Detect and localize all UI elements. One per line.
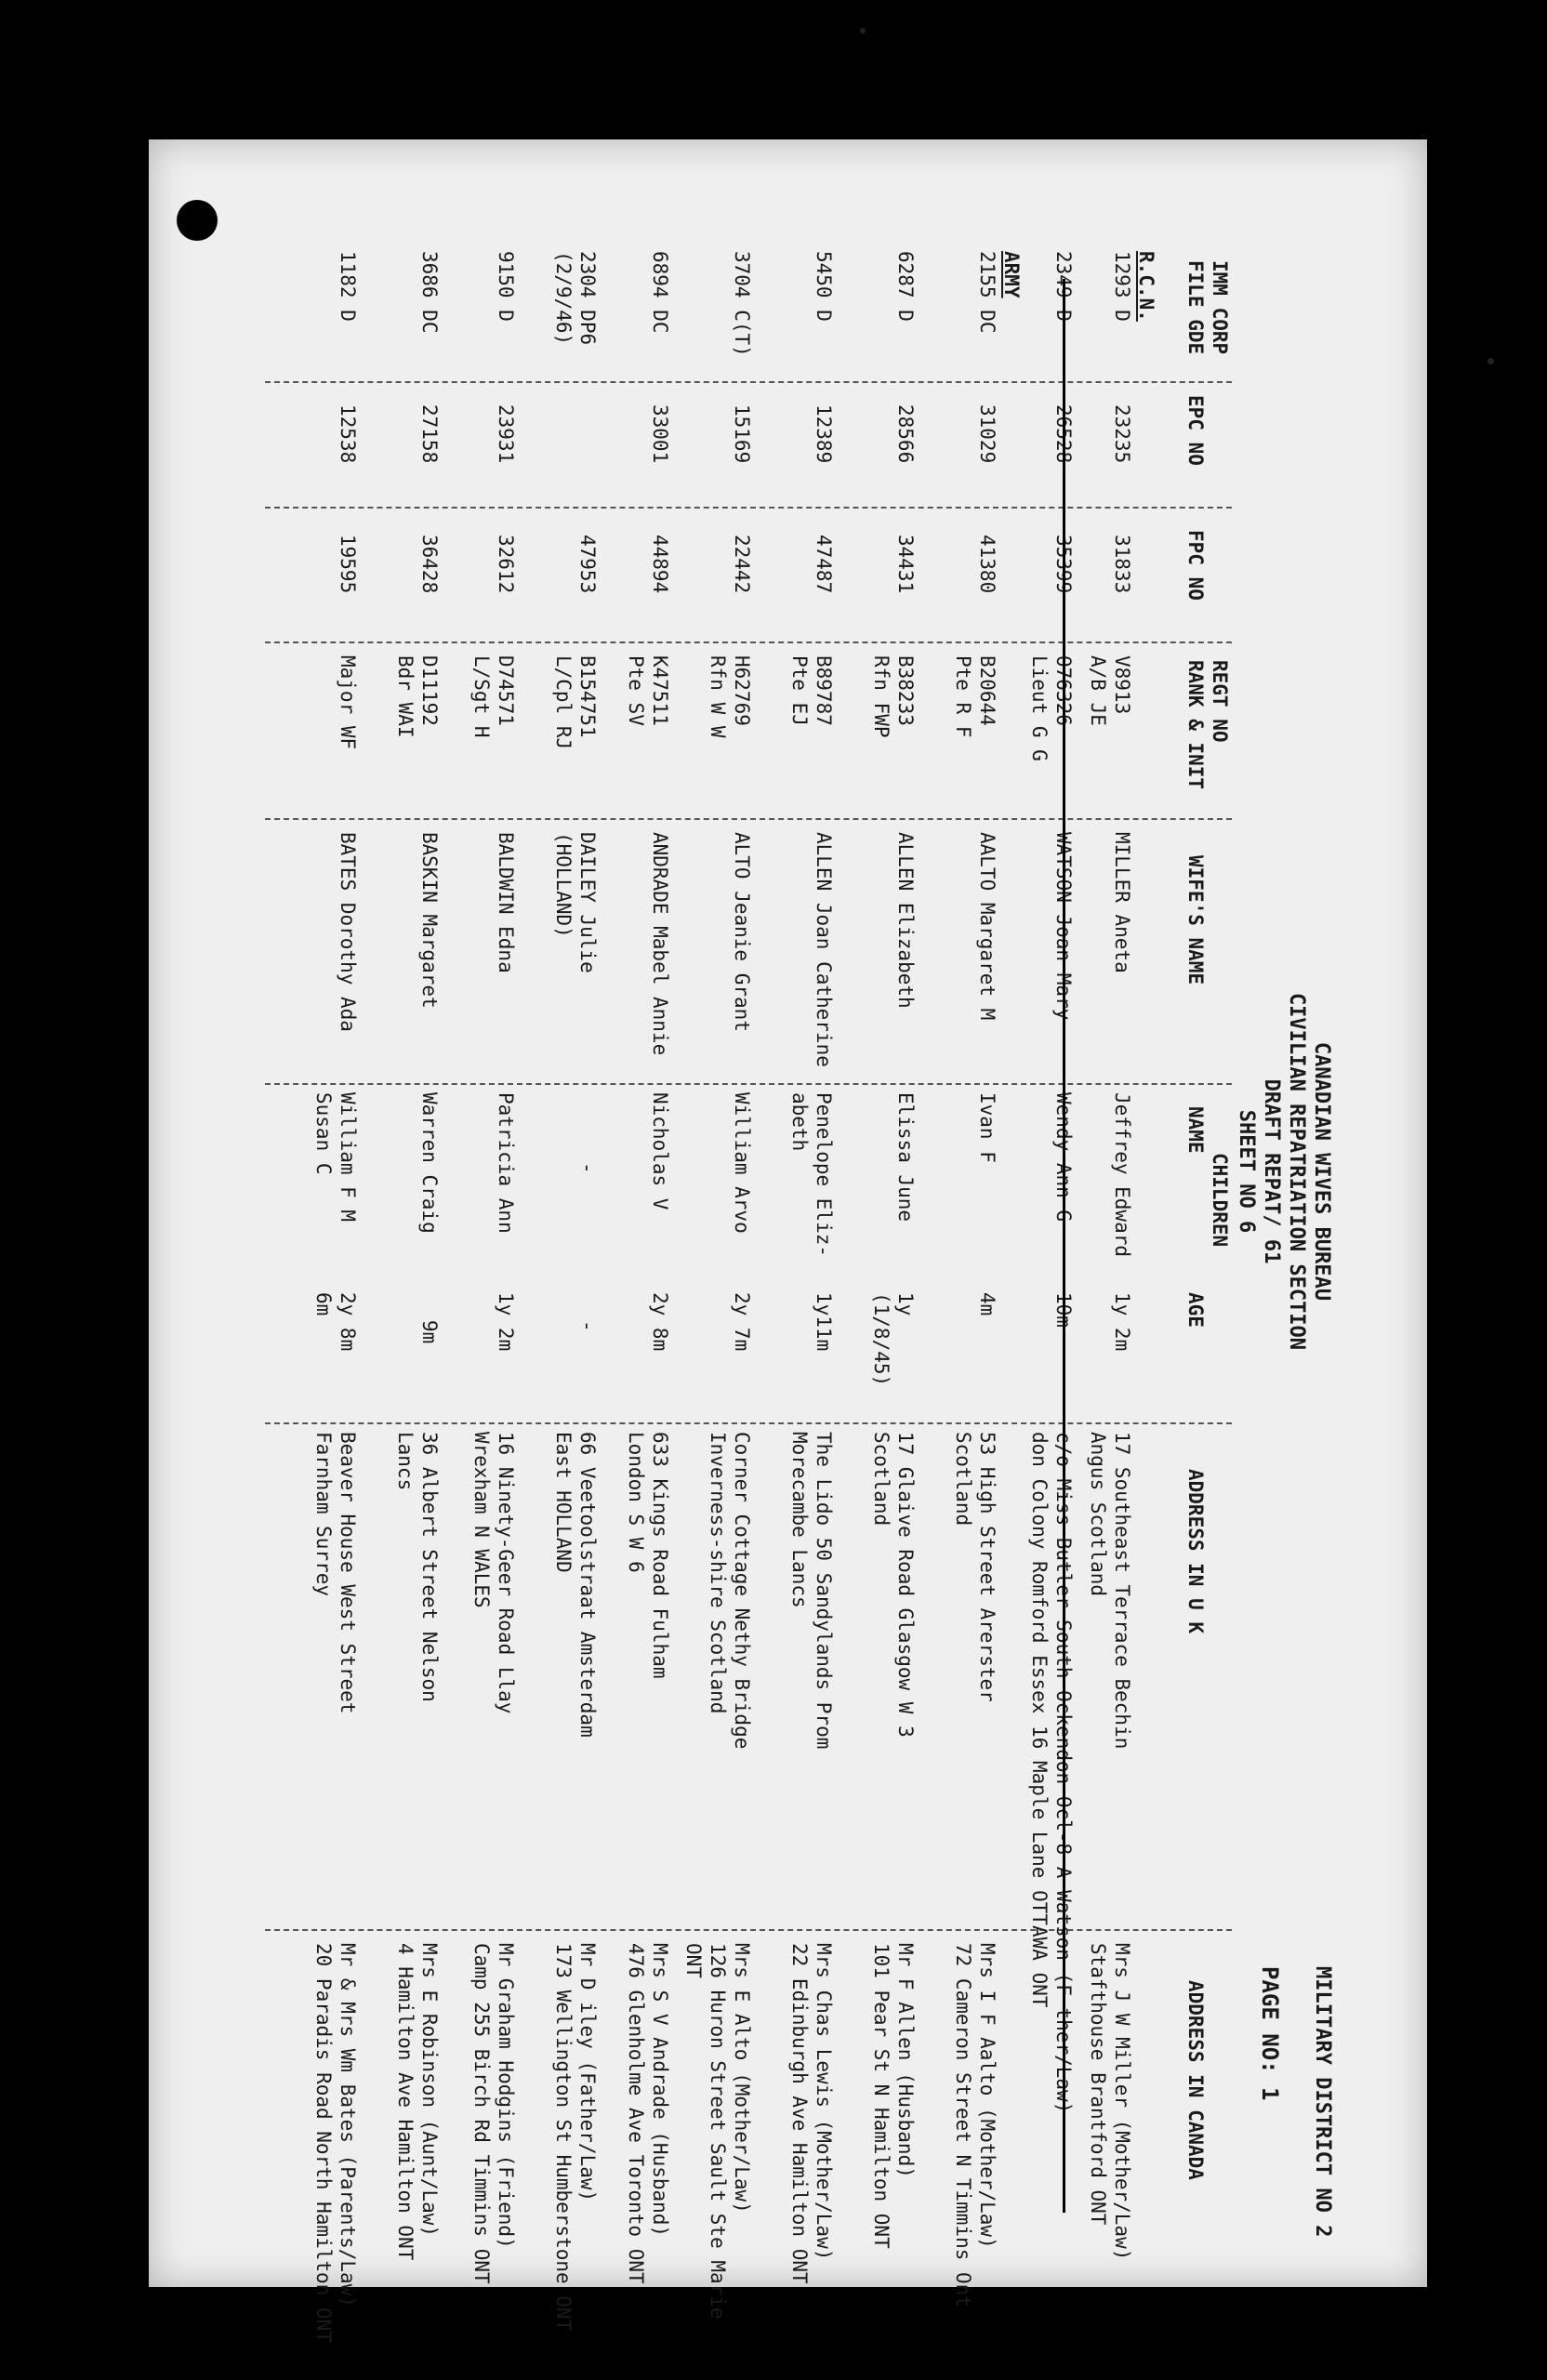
cell-regt: H62769 Rfn W W bbox=[707, 655, 753, 738]
cell-age: 1y11m bbox=[813, 1292, 835, 1352]
title-line: CANADIAN WIVES BUREAU bbox=[1310, 1041, 1333, 1302]
cell-epc: 27158 bbox=[418, 404, 441, 464]
cell-file: 5450 D bbox=[813, 251, 835, 322]
cell-epc: 12389 bbox=[813, 404, 835, 464]
cell-address-uk: 633 Kings Road Fulham London S W 6 bbox=[625, 1432, 671, 1679]
col-header-epc: EPC NO bbox=[1184, 395, 1207, 466]
cell-fpc: 44894 bbox=[649, 535, 671, 594]
cell-wife: MILLER Aneta bbox=[1111, 832, 1133, 973]
cell-fpc: 22442 bbox=[731, 535, 753, 594]
cell-epc: 23235 bbox=[1111, 404, 1133, 464]
cell-child: William F M Susan C bbox=[312, 1092, 359, 1223]
cell-epc: 31029 bbox=[976, 404, 998, 464]
cell-wife: BATES Dorothy Ada bbox=[337, 832, 359, 1032]
col-header-age: AGE bbox=[1184, 1292, 1207, 1328]
military-district: MILITARY DISTRICT NO 2 bbox=[1311, 1966, 1334, 2238]
cell-file: 1182 D bbox=[337, 251, 359, 322]
dust-speck bbox=[860, 28, 866, 33]
cell-wife: ANDRADE Mabel Annie bbox=[649, 832, 671, 1056]
cell-child: Nicholas V bbox=[649, 1092, 671, 1210]
cell-address-uk: 53 High Street Arerster Scotland bbox=[952, 1432, 998, 1702]
col-header-wife: WIFE'S NAME bbox=[1184, 855, 1207, 985]
cell-address-uk: 17 Glaive Road Glasgow W 3 Scotland bbox=[870, 1432, 917, 1738]
col-header-file: IMM CORP FILE GDE bbox=[1184, 260, 1231, 355]
cell-address-canada: Mrs Chas Lewis (Mother/Law) 22 Edinburgh Ave Hamilton ONT bbox=[788, 1943, 835, 2284]
cell-address-canada: Mrs J W Miller (Mother/Law) Stafthouse Brantford ONT bbox=[1087, 1943, 1133, 2261]
cell-age: 1y 2m bbox=[495, 1292, 517, 1352]
cell-regt: B38233 Rfn FWP bbox=[870, 655, 917, 738]
cell-epc: 12538 bbox=[337, 404, 359, 464]
cell-regt: B20644 Pte R F bbox=[952, 655, 998, 738]
cell-fpc: 47953 bbox=[576, 535, 599, 594]
cell-address-canada: Mr Graham Hodgins (Friend) Camp 255 Birch Rd Timmins ONT bbox=[470, 1943, 517, 2284]
cell-age: 10m bbox=[1052, 1292, 1075, 1328]
cell-address-uk: 16 Ninety-Geer Road Llay Wrexham N WALES bbox=[470, 1432, 517, 1714]
cell-file: 2304 DP6 (2/9/46) bbox=[552, 251, 599, 346]
cell-epc: 26528 bbox=[1052, 404, 1075, 464]
cell-child: William Arvo bbox=[731, 1092, 753, 1234]
cell-address-canada: Mrs E Robinson (Aunt/Law) 4 Hamilton Ave Hamilton ONT bbox=[394, 1943, 441, 2261]
cell-file: 6287 D bbox=[894, 251, 917, 322]
cell-address-canada: Mr & Mrs Wm Bates (Parents/Law) 20 Paradis Road North Hamilton ONT bbox=[312, 1943, 359, 2343]
cell-fpc: 19595 bbox=[337, 535, 359, 594]
cell-child: Warren Craig bbox=[418, 1092, 441, 1234]
strike-through-line bbox=[1063, 279, 1065, 2213]
cell-age: 2y 7m bbox=[731, 1292, 753, 1352]
cell-address-uk: The Lido 50 Sandylands Prom Morecambe Lancs bbox=[788, 1432, 835, 1750]
dust-speck bbox=[1488, 358, 1494, 364]
cell-epc: 23931 bbox=[495, 404, 517, 464]
cell-regt: O76326 Lieut G G bbox=[1028, 655, 1075, 761]
cell-child: Penelope Eliz- abeth bbox=[788, 1092, 835, 1258]
col-header-regt: REGT NO RANK & INIT bbox=[1184, 660, 1231, 790]
cell-child: Wendy Ann G bbox=[1052, 1092, 1075, 1223]
cell-age: 1y (1/8/45) bbox=[870, 1292, 917, 1387]
cell-address-uk: Beaver House West Street Farnham Surrey bbox=[312, 1432, 359, 1714]
cell-address-canada: Mrs I F Aalto (Mother/Law) 72 Cameron Street N Timmins Ont bbox=[952, 1943, 998, 2307]
cell-file: 2349 D bbox=[1052, 251, 1075, 322]
cell-age: 9m bbox=[418, 1320, 441, 1344]
col-header-child-name: NAME bbox=[1184, 1106, 1207, 1154]
cell-epc: 28566 bbox=[894, 404, 917, 464]
col-header-fpc: FPC NO bbox=[1184, 530, 1207, 601]
rotated-document-content bbox=[228, 223, 1371, 2343]
cell-wife: AALTO Margaret M bbox=[976, 832, 998, 1021]
col-header-address-uk: ADDRESS IN U K bbox=[1184, 1469, 1207, 1634]
cell-child: Patricia Ann bbox=[495, 1092, 517, 1234]
cell-wife: BASKIN Margaret bbox=[418, 832, 441, 1009]
cell-wife: DAILEY Julie (HOLLAND) bbox=[552, 832, 599, 973]
cell-fpc: 35399 bbox=[1052, 535, 1075, 594]
cell-address-uk: 66 Veetoolstraat Amsterdam East HOLLAND bbox=[552, 1432, 599, 1738]
col-header-children: CHILDREN bbox=[1209, 1153, 1231, 1248]
cell-file: 6894 DC bbox=[649, 251, 671, 334]
cell-file: 3686 DC bbox=[418, 251, 441, 334]
cell-address-uk: Corner Cottage Nethy Bridge Inverness-shire Scotland bbox=[707, 1432, 753, 1750]
title-line: SHEET NO 6 bbox=[1235, 1109, 1258, 1234]
col-header-address-canada: ADDRESS IN CANADA bbox=[1184, 1980, 1207, 2180]
cell-regt: V8913 A/B JE bbox=[1087, 655, 1133, 726]
cell-address-canada: Mr F Allen (Husband) 101 Pear St N Hamilton ONT bbox=[870, 1943, 917, 2249]
cell-age: 2y 8m bbox=[649, 1292, 671, 1352]
cell-regt: Major WF bbox=[337, 655, 359, 750]
table-row bbox=[239, 223, 360, 2343]
page-number: PAGE NO: 1 bbox=[1257, 1966, 1283, 2101]
cell-address-canada: Mrs S V Andrade (Husband) 476 Glenholme Ave Toronto ONT bbox=[625, 1943, 671, 2284]
cell-epc: 33001 bbox=[649, 404, 671, 464]
cell-age: - bbox=[576, 1320, 599, 1332]
cell-address-uk: 36 Albert Street Nelson Lancs bbox=[394, 1432, 441, 1702]
cell-address-canada: Mrs E Alto (Mother/Law) 126 Huron Street Sault Ste Marie ONT bbox=[682, 1943, 753, 2320]
cell-fpc: 41380 bbox=[976, 535, 998, 594]
cell-address-uk: c/o Miss Butler South Ockendon Ocl-8 A Watson (F ther/Law) don Colony Romford Essex 16 Maple Lane OTTAWA ONT bbox=[1028, 1432, 1075, 2114]
title-line: DRAFT REPAT/ 61 bbox=[1260, 1078, 1283, 1264]
cell-age: 4m bbox=[976, 1292, 998, 1316]
cell-fpc: 32612 bbox=[495, 535, 517, 594]
punch-hole bbox=[177, 200, 218, 241]
cell-wife: ALLEN Elizabeth bbox=[894, 832, 917, 1009]
cell-child: Ivan F bbox=[976, 1092, 998, 1163]
cell-wife: ALLEN Joan Catherine bbox=[813, 832, 835, 1067]
cell-child: - bbox=[576, 1162, 599, 1174]
cell-child: Jeffrey Edward bbox=[1111, 1092, 1133, 1258]
cell-wife: ALTO Jeanie Grant bbox=[731, 832, 753, 1032]
section-label-army: ARMY bbox=[1000, 251, 1023, 298]
cell-epc: 15169 bbox=[731, 404, 753, 464]
cell-address-uk: 17 Southeast Terrace Bechin Angus Scotland bbox=[1087, 1432, 1133, 1750]
cell-wife: WATSON Joan Mary bbox=[1052, 832, 1075, 1021]
cell-age: 2y 8m 6m bbox=[312, 1292, 359, 1352]
document-title bbox=[1234, 930, 1334, 1413]
cell-file: 1293 D bbox=[1111, 251, 1133, 322]
cell-regt: B89787 Pte EJ bbox=[788, 655, 835, 726]
title-line: CIVILIAN REPATRIATION SECTION bbox=[1285, 992, 1308, 1351]
cell-fpc: 34431 bbox=[894, 535, 917, 594]
cell-file: 2155 DC bbox=[976, 251, 998, 334]
cell-child: Elissa June bbox=[894, 1092, 917, 1223]
cell-file: 3704 C(T) bbox=[731, 251, 753, 357]
cell-age: 1y 2m bbox=[1111, 1292, 1133, 1352]
section-label-rcn: R.C.N. bbox=[1135, 251, 1157, 322]
cell-regt: B154751 L/Cpl RJ bbox=[552, 655, 599, 750]
cell-address-canada: Mr D iley (Father/Law) 173 Wellington St Humberstone ONT bbox=[552, 1943, 599, 2332]
cell-regt: D74571 L/Sgt H bbox=[470, 655, 517, 738]
cell-regt: K47511 Pte SV bbox=[625, 655, 671, 726]
cell-file: 9150 D bbox=[495, 251, 517, 322]
cell-fpc: 31833 bbox=[1111, 535, 1133, 594]
cell-regt: D11192 Bdr WAI bbox=[394, 655, 441, 738]
cell-fpc: 36428 bbox=[418, 535, 441, 594]
cell-wife: BALDWIN Edna bbox=[495, 832, 517, 973]
cell-fpc: 47487 bbox=[813, 535, 835, 594]
